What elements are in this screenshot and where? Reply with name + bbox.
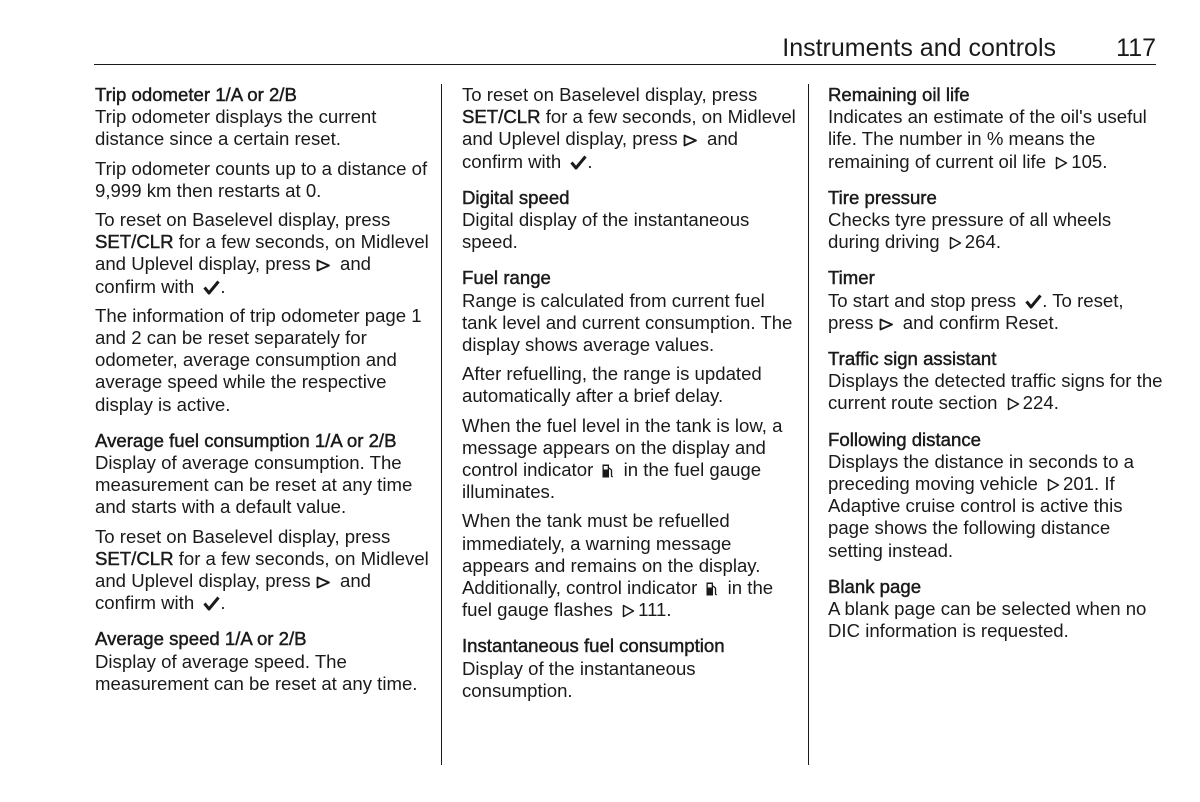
paragraph: Checks tyre pressure of all wheels during driving 264. bbox=[828, 209, 1112, 253]
section-heading: Timer bbox=[828, 267, 875, 289]
paragraph: Displays the distance in seconds to a preceding moving vehicle 201. If Adaptive cruise control is active this page shows the following distance setting instead. bbox=[828, 450, 1134, 561]
section-reset-continued bbox=[462, 84, 797, 173]
section-heading: Remaining oil life bbox=[828, 84, 970, 105]
next-arrow-icon bbox=[879, 318, 894, 331]
next-arrow-icon bbox=[683, 134, 698, 147]
paragraph: Displays the detected traffic signs for the current route section 224. bbox=[828, 370, 1163, 414]
section-heading: Fuel range bbox=[462, 267, 551, 289]
paragraph: To reset on Baselevel display, press SET/CLR for a few seconds, on Midlevel and Uplevel display, press and confirm with . bbox=[95, 525, 429, 614]
column-middle bbox=[462, 84, 797, 716]
section-fuel-range bbox=[462, 267, 797, 621]
paragraph: After refuelling, the range is updated automatically after a brief delay. bbox=[462, 363, 762, 407]
paragraph: To start and stop press . To reset, press and confirm Reset. bbox=[828, 289, 1124, 333]
section-heading: Digital speed bbox=[462, 186, 570, 208]
paragraph: Trip odometer displays the current distance since a certain reset. bbox=[95, 106, 377, 150]
section-average-speed bbox=[95, 628, 435, 695]
checkmark-icon bbox=[203, 596, 220, 611]
page-reference-icon bbox=[622, 604, 635, 618]
column-divider bbox=[441, 84, 442, 765]
section-tire-pressure bbox=[828, 187, 1163, 254]
section-heading: Tire pressure bbox=[828, 186, 937, 208]
section-traffic-sign-assistant bbox=[828, 348, 1163, 415]
checkmark-icon bbox=[570, 155, 587, 170]
paragraph: The information of trip odometer page 1 and 2 can be reset separately for odometer, average consumption and average speed while the respective display is active. bbox=[95, 304, 422, 415]
chapter-title: Instruments and controls bbox=[782, 34, 1056, 62]
checkmark-icon bbox=[203, 280, 220, 295]
paragraph: Display of the instantaneous consumption. bbox=[462, 657, 696, 701]
section-digital-speed bbox=[462, 187, 797, 254]
page-reference-icon bbox=[1055, 156, 1068, 170]
section-average-fuel-consumption bbox=[95, 430, 435, 615]
column-left bbox=[95, 84, 435, 709]
fuel-pump-icon bbox=[705, 581, 718, 597]
paragraph: Range is calculated from current fuel tank level and current consumption. The display shows average values. bbox=[462, 289, 793, 356]
section-remaining-oil-life bbox=[828, 84, 1163, 173]
section-heading: Average speed 1/A or 2/B bbox=[95, 628, 307, 650]
paragraph: Digital display of the instantaneous speed. bbox=[462, 209, 750, 253]
checkmark-icon bbox=[1025, 294, 1042, 309]
section-trip-odometer bbox=[95, 84, 435, 416]
column-right bbox=[828, 84, 1163, 656]
paragraph: When the tank must be refuelled immediately, a warning message appears and remains on the display. Additionally, control indicator in the fuel gauge flashes 111. bbox=[462, 510, 774, 621]
page-header bbox=[94, 34, 1156, 65]
paragraph: When the fuel level in the tank is low, a message appears on the display and control indicator in the fuel gauge illuminates. bbox=[462, 414, 783, 503]
paragraph: To reset on Baselevel display, press SET/CLR for a few seconds, on Midlevel and Uplevel display, press and confirm with . bbox=[95, 209, 429, 297]
section-heading: Instantaneous fuel consumption bbox=[462, 635, 725, 657]
page-number: 117 bbox=[1116, 34, 1156, 62]
column-divider bbox=[808, 84, 809, 765]
page-reference-icon bbox=[1007, 397, 1020, 411]
section-heading: Traffic sign assistant bbox=[828, 348, 997, 370]
section-blank-page bbox=[828, 576, 1163, 643]
fuel-pump-icon bbox=[601, 463, 614, 479]
section-instantaneous-fuel-consumption bbox=[462, 635, 797, 702]
paragraph: Display of average speed. The measurement can be reset at any time. bbox=[95, 650, 418, 694]
paragraph: To reset on Baselevel display, press SET/CLR for a few seconds, on Midlevel and Uplevel display, press and confirm with . bbox=[462, 84, 796, 172]
paragraph: Display of average consumption. The measurement can be reset at any time and starts with a default value. bbox=[95, 452, 413, 518]
section-heading: Blank page bbox=[828, 575, 922, 597]
page-reference-icon bbox=[1047, 478, 1060, 492]
paragraph: Trip odometer counts up to a distance of 9,999 km then restarts at 0. bbox=[95, 157, 428, 201]
section-heading: Trip odometer 1/A or 2/B bbox=[95, 84, 297, 105]
section-timer bbox=[828, 267, 1163, 334]
section-heading: Following distance bbox=[828, 428, 981, 450]
section-following-distance bbox=[828, 429, 1163, 562]
paragraph: Indicates an estimate of the oil's useful life. The number in % means the remaining of current oil life 105. bbox=[828, 106, 1147, 172]
paragraph: A blank page can be selected when no DIC information is requested. bbox=[828, 598, 1147, 642]
set-clr-key: SET/CLR bbox=[95, 547, 174, 569]
page-reference-icon bbox=[949, 236, 962, 250]
set-clr-key: SET/CLR bbox=[462, 106, 541, 128]
next-arrow-icon bbox=[316, 259, 331, 272]
next-arrow-icon bbox=[316, 576, 331, 589]
section-heading: Average fuel consumption 1/A or 2/B bbox=[95, 429, 397, 451]
set-clr-key: SET/CLR bbox=[95, 231, 174, 253]
